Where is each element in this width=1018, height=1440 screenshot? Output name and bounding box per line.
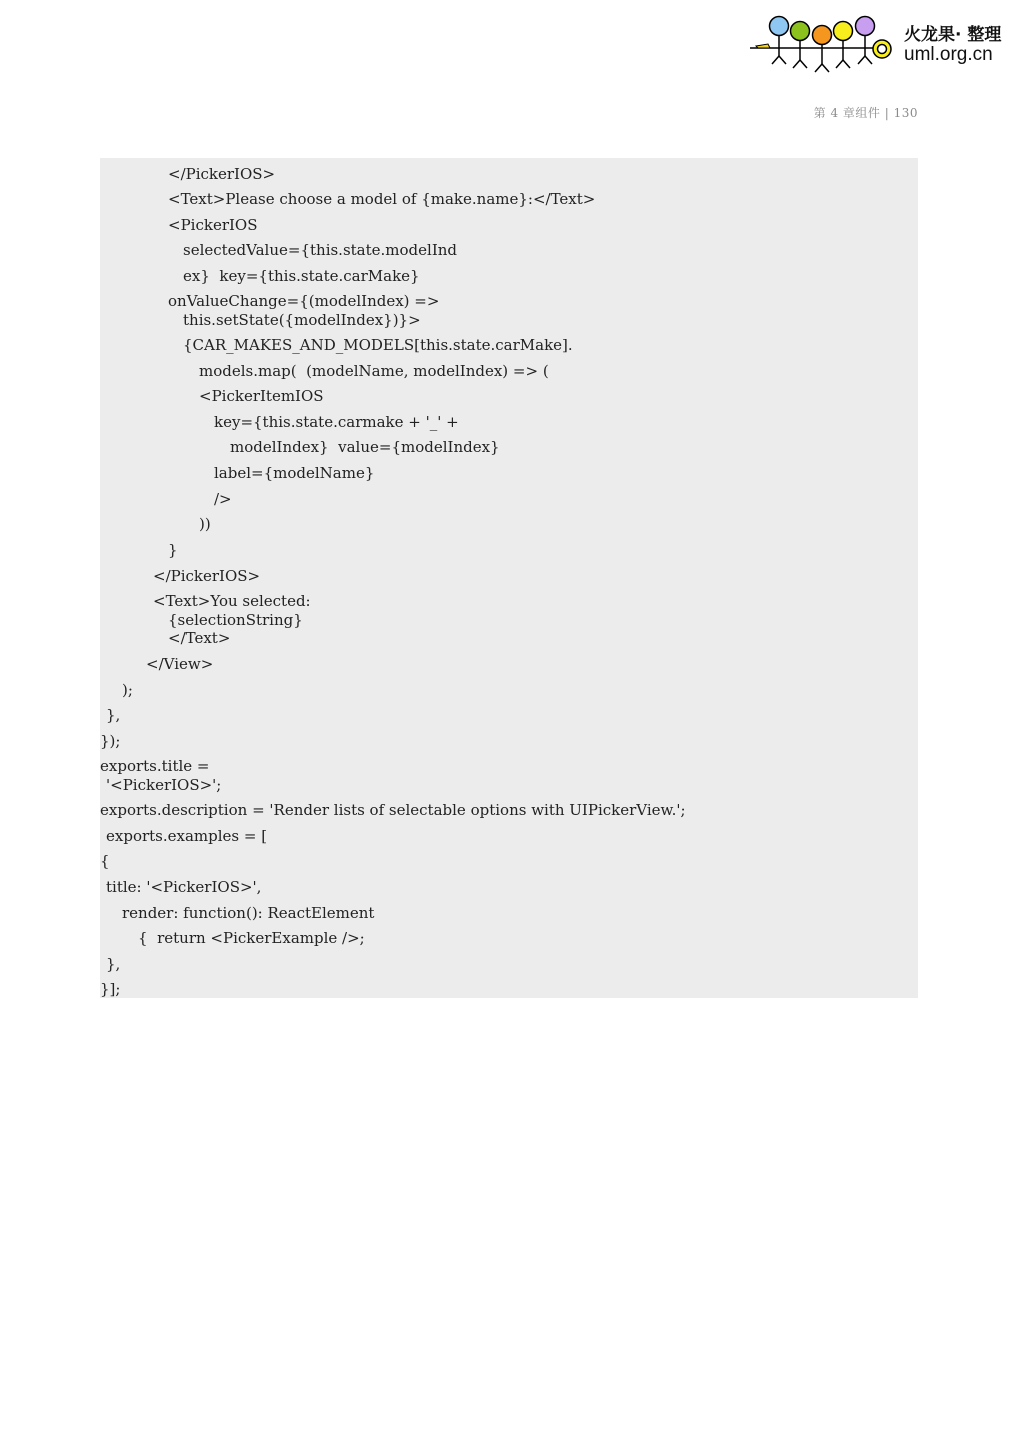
code-line: {selectionString}: [168, 611, 303, 629]
logo-name: 火龙果· 整理: [904, 25, 1002, 45]
code-line: onValueChange={(modelIndex) =>: [168, 292, 440, 310]
code-line: this.setState({modelIndex})}>: [183, 311, 421, 329]
code-line: </PickerIOS>: [153, 567, 261, 585]
code-line: label={modelName}: [214, 464, 375, 482]
code-line: );: [122, 681, 133, 699]
code-line: },: [106, 955, 121, 973]
code-line: },: [106, 706, 121, 724]
code-line: selectedValue={this.state.modelInd: [183, 241, 458, 259]
code-line: </Text>: [168, 629, 231, 647]
code-line: modelIndex} value={modelIndex}: [230, 438, 500, 456]
site-logo: [748, 12, 1010, 78]
code-line: </PickerIOS>: [168, 165, 276, 183]
code-line: ex} key={this.state.carMake}: [183, 267, 420, 285]
code-line: />: [214, 490, 232, 508]
code-line: exports.title =: [100, 757, 210, 775]
stick-figures-logo-icon: [748, 12, 898, 78]
code-line: { return <PickerExample />;: [138, 929, 365, 947]
page-header: 第 4 章组件 | 130: [813, 106, 918, 120]
code-line: <PickerIOS: [168, 216, 258, 234]
code-line: <PickerItemIOS: [199, 387, 324, 405]
code-line: render: function(): ReactElement: [122, 904, 375, 922]
code-line: {CAR_MAKES_AND_MODELS[this.state.carMake].: [183, 336, 573, 354]
code-line: }: [168, 541, 178, 559]
code-line: '<PickerIOS>';: [106, 776, 222, 794]
code-line: <Text>Please choose a model of {make.name}:</Text>: [168, 190, 596, 208]
code-block: [100, 158, 918, 998]
code-line: exports.examples = [: [106, 827, 268, 845]
code-line: exports.description = 'Render lists of selectable options with UIPickerView.';: [100, 801, 686, 819]
code-line: </View>: [146, 655, 214, 673]
code-line: title: '<PickerIOS>',: [106, 878, 262, 896]
code-line: {: [100, 852, 110, 870]
logo-url: uml.org.cn: [904, 44, 993, 65]
code-line: key={this.state.carmake + '_' +: [214, 413, 459, 431]
code-line: <Text>You selected:: [153, 592, 311, 610]
code-line: )): [199, 515, 211, 533]
code-line: });: [100, 732, 121, 750]
code-line: models.map( (modelName, modelIndex) => (: [199, 362, 549, 380]
code-line: }];: [100, 980, 121, 998]
